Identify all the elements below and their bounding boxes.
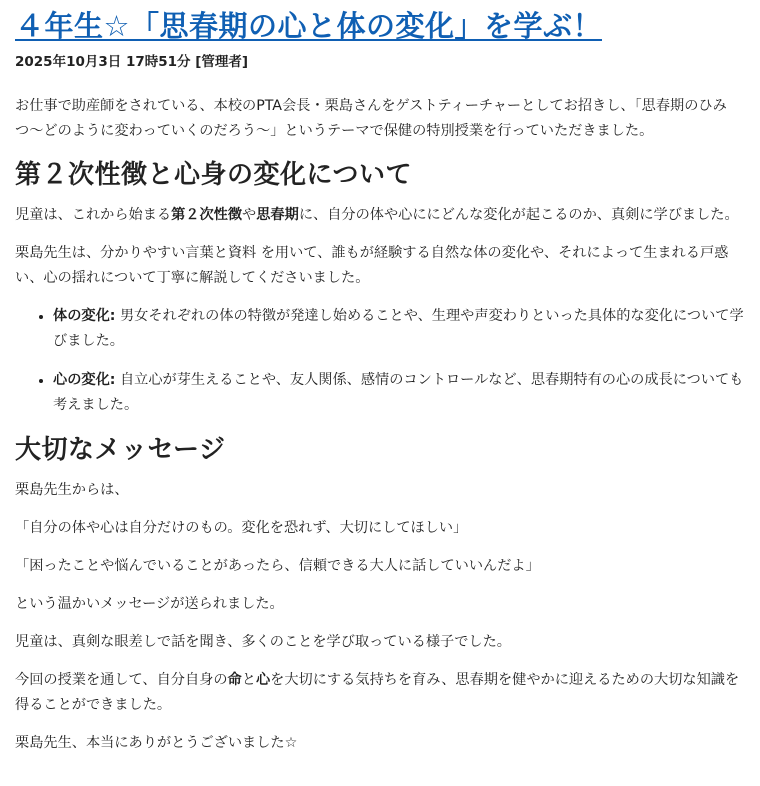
post-meta: 2025年10月3日 17時51分 [管理者] xyxy=(15,54,249,70)
list-item-label: 体の変化: xyxy=(53,308,116,324)
list-item-text: 男女それぞれの体の特徴が発達し始めることや、生理や声変わりといった具体的な変化について学びました。 xyxy=(53,308,744,349)
change-list xyxy=(15,304,748,418)
text-fragment: と xyxy=(241,672,256,688)
quote-2: 「困ったことや悩んでいることがあったら、信頼できる大人に話していいんだよ」 xyxy=(15,558,540,574)
list-item-label: 心の変化: xyxy=(53,372,116,388)
list-item-mind-change xyxy=(53,368,748,418)
quote-1: 「自分の体や心は自分だけのもの。変化を恐れず、大切にしてほしい」 xyxy=(15,520,468,536)
section2-paragraph-2: という温かいメッセージが送られました。 xyxy=(15,596,284,612)
text-fragment: を大切にする気持ちを育み、思春期を健やかに迎えるための大切な知識を得ることができました。 xyxy=(15,672,740,713)
section2-paragraph-1: 栗島先生からは、 xyxy=(15,482,129,498)
bold-term-life: 命 xyxy=(227,672,242,688)
section2-paragraph-3: 児童は、真剣な眼差しで話を聞き、多くのことを学び取っている様子でした。 xyxy=(15,634,511,650)
closing-paragraph: 栗島先生、本当にありがとうございました☆ xyxy=(15,735,298,751)
list-item-text: 自立心が芽生えることや、友人関係、感情のコントロールなど、思春期特有の心の成長についても考えました。 xyxy=(53,372,744,413)
post-title xyxy=(15,0,748,46)
bold-term-secondary-sex: 第２次性徴 xyxy=(171,207,243,223)
text-fragment: に、自分の体や心ににどんな変化が起こるのか、真剣に学びました。 xyxy=(298,207,739,223)
section-heading-changes: 第２次性徴と心身の変化について xyxy=(15,160,412,190)
section-heading-message: 大切なメッセージ xyxy=(15,435,226,465)
list-item-body-change xyxy=(53,304,748,354)
intro-paragraph: お仕事で助産師をされている、本校のPTA会長・栗島さんをゲストティーチャーとしてお招きし、「思春期のひみつ〜どのように変わっていくのだろう〜」というテーマで保健の特別授業を行っていただきました。 xyxy=(15,98,727,139)
section2-paragraph-4 xyxy=(15,668,748,718)
section1-paragraph-2: 栗島先生は、分かりやすい言葉と資料 を用いて、誰もが経験する自然な体の変化や、それによって生まれる戸惑い、心の揺れについて丁寧に解説してくださいました。 xyxy=(15,245,729,286)
text-fragment: や xyxy=(242,207,257,223)
text-fragment: 今回の授業を通して、自分自身の xyxy=(15,672,228,688)
bold-term-puberty: 思春期 xyxy=(256,207,299,223)
section1-paragraph-1 xyxy=(15,203,748,228)
post-title-link[interactable]: ４年生☆「思春期の心と体の変化」を学ぶ！ xyxy=(15,9,602,43)
text-fragment: 児童は、これから始まる xyxy=(15,207,172,223)
bold-term-heart: 心 xyxy=(255,672,271,688)
